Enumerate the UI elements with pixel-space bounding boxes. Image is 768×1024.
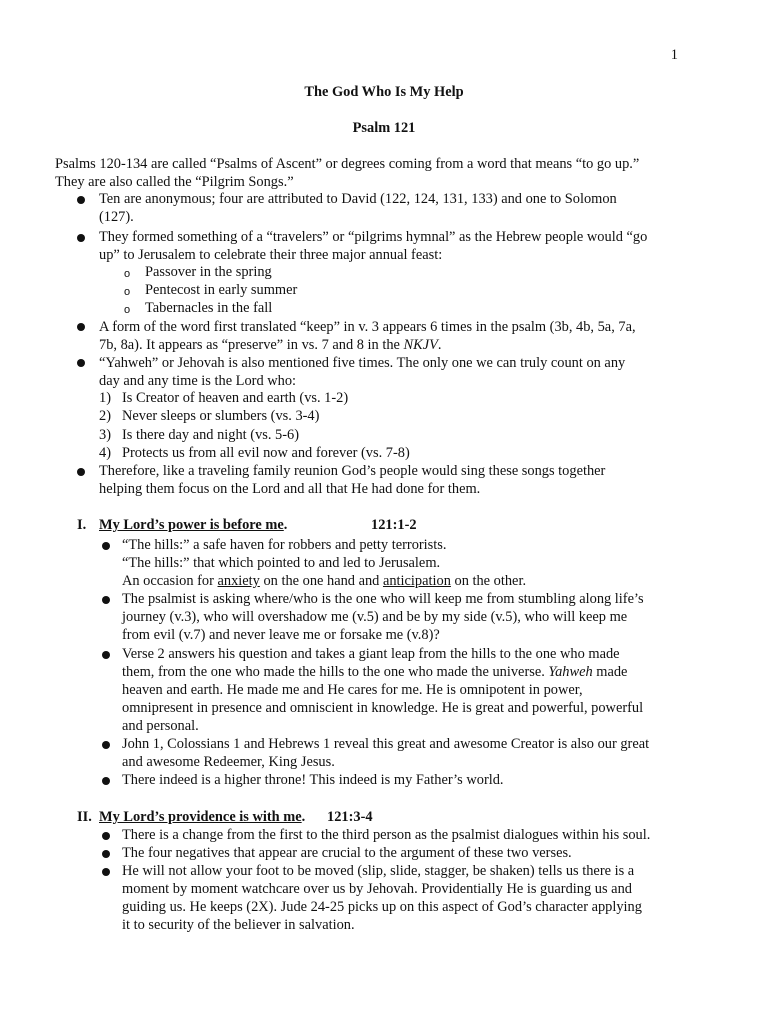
bullet-item (122, 645, 768, 735)
section-numeral: I. (77, 517, 87, 533)
bullet-line: There is a change from the first to the third person as the psalmist dialogues within his soul. (122, 827, 651, 843)
document-subtitle: Psalm 121 (352, 120, 416, 136)
bullet-line: up” to Jerusalem to celebrate their three major annual feast: (99, 247, 443, 263)
bullet-item (122, 771, 768, 789)
section-heading-text: My Lord’s power is before me (99, 517, 284, 533)
bullet-line: “The hills:” a safe haven for robbers and petty terrorists. (122, 537, 447, 553)
section-heading: My Lord’s providence is with me. (99, 809, 306, 825)
document-title: The God Who Is My Help (304, 84, 464, 100)
section-heading: My Lord’s power is before me. (99, 517, 288, 533)
section-reference: 121:3-4 (327, 809, 373, 825)
feast-item: Tabernacles in the fall (145, 300, 273, 316)
bullet-item (122, 826, 768, 844)
bullet-line: Ten are anonymous; four are attributed to David (122, 124, 131, 133) and one to Solomon (99, 191, 617, 207)
bullet-line: A form of the word first translated “keep” in v. 3 appears 6 times in the psalm (3b, 4b, 5a, 7a, (99, 319, 636, 335)
bullet-line: heaven and earth. He made me and He cares for me. He is omnipotent in power, (122, 682, 583, 698)
bullet-item (122, 844, 768, 862)
numbered-item-text: Is there day and night (vs. 5-6) (122, 427, 300, 443)
numbered-item-text: Never sleeps or slumbers (vs. 3-4) (122, 408, 320, 424)
bullet-dot (77, 323, 85, 331)
bullet-item (99, 190, 759, 226)
bullet-line: John 1, Colossians 1 and Hebrews 1 reveal this great and awesome Creator is also our great (122, 736, 650, 752)
bullet-line: The four negatives that appear are crucial to the argument of these two verses. (122, 845, 572, 861)
bullet-item (99, 354, 759, 390)
bullet-dot (102, 596, 110, 604)
bullet-line: and awesome Redeemer, King Jesus. (122, 754, 335, 770)
feast-item: Passover in the spring (145, 264, 272, 280)
circle-bullet-icon: o (124, 268, 131, 280)
bullet-line: The psalmist is asking where/who is the one who will keep me from stumbling along life’s (122, 591, 644, 607)
bullet-line: guiding us. He keeps (2X). Jude 24-25 picks up on this aspect of God’s character applying (122, 899, 642, 915)
numbered-item: 4) (99, 445, 111, 461)
bullet-dot (77, 234, 85, 242)
bullet-dot (102, 868, 110, 876)
bullet-item (99, 318, 759, 354)
feast-item: Pentecost in early summer (145, 282, 298, 298)
bullet-dot (102, 651, 110, 659)
bullet-line: Therefore, like a traveling family reunion God’s people would sing these songs together (99, 463, 606, 479)
bullet-line: An occasion for anxiety on the one hand and anticipation on the other. (122, 573, 527, 589)
numbered-item: 2) (99, 408, 111, 424)
page-number: 1 (670, 47, 678, 63)
bullet-line: He will not allow your foot to be moved (slip, slide, stagger, be shaken) tells us there is a (122, 863, 635, 879)
bullet-line: (127). (99, 209, 134, 225)
bullet-dot (102, 542, 110, 550)
bullet-dot (77, 468, 85, 476)
intro-line: Psalms 120-134 are called “Psalms of Ascent” or degrees coming from a word that means “to go up.” (55, 156, 640, 172)
circle-bullet-icon: o (124, 286, 131, 298)
bullet-line: them, from the one who made the hills to the one who made the universe. Yahweh made (122, 664, 628, 680)
bullet-item (122, 862, 768, 934)
bullet-dot (77, 196, 85, 204)
numbered-item: 3) (99, 427, 111, 443)
bullet-item (122, 590, 768, 644)
bullet-dot (102, 832, 110, 840)
bullet-item (99, 462, 759, 498)
bullet-line: “Yahweh” or Jehovah is also mentioned five times. The only one we can truly count on any (99, 355, 626, 371)
bullet-item (99, 228, 759, 264)
bullet-line: Verse 2 answers his question and takes a giant leap from the hills to the one who made (122, 646, 620, 662)
section-heading-text: My Lord’s providence is with me (99, 809, 302, 825)
bullet-line: helping them focus on the Lord and all that He had done for them. (99, 481, 481, 497)
bullet-item (122, 536, 768, 590)
bullet-line: from evil (v.7) and never leave me or forsake me (v.8)? (122, 627, 440, 643)
bullet-line: They formed something of a “travelers” or “pilgrims hymnal” as the Hebrew people would “go (99, 229, 648, 245)
numbered-item-text: Is Creator of heaven and earth (vs. 1-2) (122, 390, 349, 406)
section-reference: 121:1-2 (371, 517, 417, 533)
bullet-line: 7b, 8a). It appears as “preserve” in vs. 7 and 8 in the NKJV. (99, 337, 442, 353)
numbered-item-text: Protects us from all evil now and forever (vs. 7-8) (122, 445, 410, 461)
bullet-dot (102, 777, 110, 785)
bullet-line: omnipresent in presence and omniscient in knowledge. He is great and powerful, powerful (122, 700, 644, 716)
bullet-line: moment by moment watchcare over us by Jehovah. Providentially He is guarding us and (122, 881, 632, 897)
numbered-item: 1) (99, 390, 111, 406)
bullet-line: journey (v.3), who will overshadow me (v.5) and be by my side (v.5), who will keep me (122, 609, 628, 625)
bullet-line: day and any time is the Lord who: (99, 373, 297, 389)
bullet-line: There indeed is a higher throne! This indeed is my Father’s world. (122, 772, 504, 788)
bullet-line: it to security of the believer in salvation. (122, 917, 355, 933)
bullet-dot (77, 359, 85, 367)
bullet-line: “The hills:” that which pointed to and led to Jerusalem. (122, 555, 441, 571)
section-numeral: II. (77, 809, 92, 825)
bullet-dot (102, 741, 110, 749)
bullet-dot (102, 850, 110, 858)
intro-paragraph (55, 155, 715, 191)
bullet-line: and personal. (122, 718, 199, 734)
bullet-item (122, 735, 768, 771)
intro-line: They are also called the “Pilgrim Songs.” (55, 174, 294, 190)
circle-bullet-icon: o (124, 304, 131, 316)
